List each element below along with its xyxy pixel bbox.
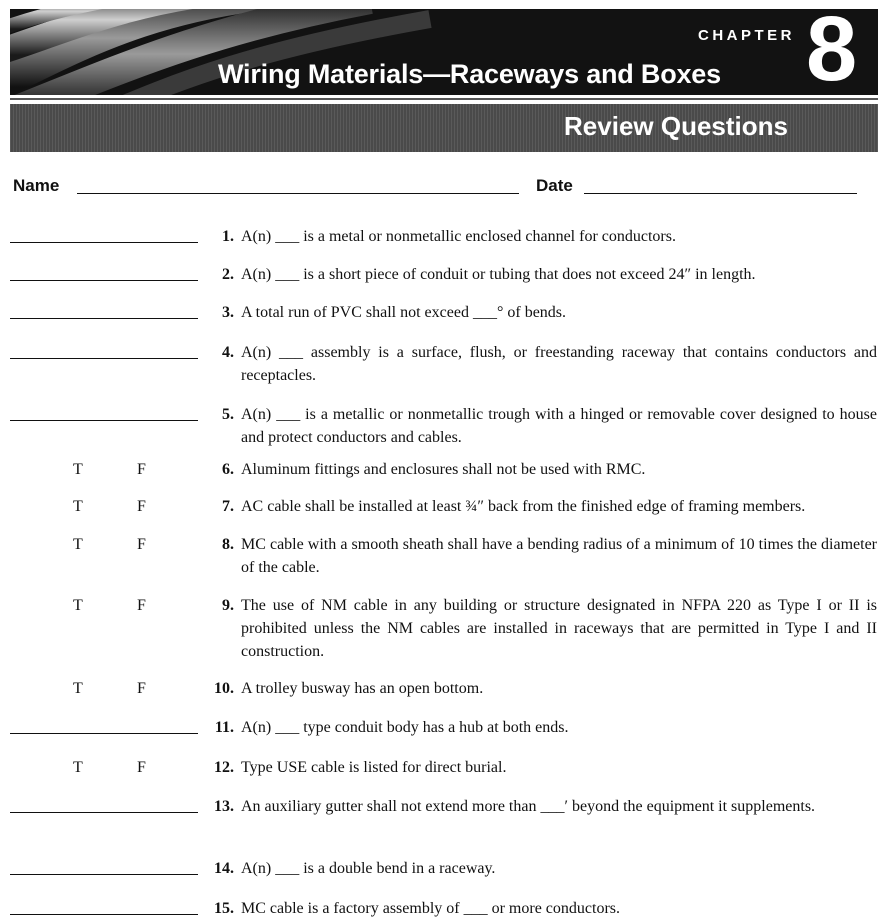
date-field[interactable] — [584, 193, 857, 194]
question-text: A(n) ___ is a metal or nonmetallic enclosed channel for conductors. — [241, 228, 676, 245]
question-number: 10. — [214, 680, 234, 697]
chapter-title: Wiring Materials—Raceways and Boxes — [218, 59, 721, 89]
question-text: MC cable is a factory assembly of ___ or more conductors. — [241, 900, 621, 917]
answer-blank[interactable] — [10, 280, 198, 281]
answer-blank[interactable] — [10, 812, 198, 813]
answer-blank[interactable] — [10, 733, 198, 734]
question-text: A total run of PVC shall not exceed ___° of bends. — [241, 304, 567, 321]
question-text: The use of NM cable in any building or structure designated in NFPA 220 as Type I or II is prohibited unless the NM cables are installed in raceways that are permitted in Type I and II construction. — [241, 597, 877, 660]
answer-blank[interactable] — [10, 318, 198, 319]
name-field[interactable] — [77, 193, 519, 194]
true-option[interactable]: T — [73, 759, 83, 776]
true-option[interactable]: T — [73, 498, 83, 515]
chapter-label: CHAPTER — [698, 27, 796, 44]
question-text: Aluminum fittings and enclosures shall not be used with RMC. — [241, 461, 646, 478]
name-label: Name — [13, 176, 60, 195]
chapter-banner — [10, 9, 878, 95]
false-option[interactable]: F — [137, 597, 146, 614]
question-text: Type USE cable is listed for direct burial. — [241, 759, 507, 776]
question-number: 1. — [222, 228, 234, 245]
question-text: A(n) ___ assembly is a surface, flush, or freestanding raceway that contains conductors and receptacles. — [241, 344, 877, 384]
question-text: MC cable with a smooth sheath shall have a bending radius of a minimum of 10 times the diameter of the cable. — [241, 536, 877, 576]
question-number: 6. — [222, 461, 234, 478]
question-number: 14. — [214, 860, 234, 877]
answer-blank[interactable] — [10, 874, 198, 875]
question-text: A(n) ___ is a metallic or nonmetallic trough with a hinged or removable cover designed to house and protect conductors and cables. — [241, 406, 877, 446]
question-number: 15. — [214, 900, 234, 917]
question-number: 8. — [222, 536, 234, 553]
answer-blank[interactable] — [10, 358, 198, 359]
question-text: An auxiliary gutter shall not extend more than ___′ beyond the equipment it supplements. — [241, 798, 816, 815]
section-title: Review Questions — [564, 111, 788, 141]
question-number: 9. — [222, 597, 234, 614]
question-text: AC cable shall be installed at least ¾″ back from the finished edge of framing members. — [241, 498, 806, 515]
chapter-number: 8 — [806, 9, 858, 95]
question-text: A trolley busway has an open bottom. — [241, 680, 484, 697]
date-label: Date — [536, 176, 573, 195]
question-number: 5. — [222, 406, 234, 423]
question-number: 2. — [222, 266, 234, 283]
answer-blank[interactable] — [10, 914, 198, 915]
question-text: A(n) ___ type conduit body has a hub at both ends. — [241, 719, 569, 736]
question-number: 3. — [222, 304, 234, 321]
true-option[interactable]: T — [73, 536, 83, 553]
section-bar — [10, 104, 878, 152]
true-option[interactable]: T — [73, 461, 83, 478]
question-text: A(n) ___ is a double bend in a raceway. — [241, 860, 496, 877]
question-number: 11. — [214, 719, 234, 736]
false-option[interactable]: F — [137, 680, 146, 697]
question-number: 7. — [222, 498, 234, 515]
question-number: 4. — [222, 344, 234, 361]
question-number: 13. — [214, 798, 234, 815]
header-divider — [10, 98, 878, 100]
true-option[interactable]: T — [73, 680, 83, 697]
false-option[interactable]: F — [137, 759, 146, 776]
true-option[interactable]: T — [73, 597, 83, 614]
false-option[interactable]: F — [137, 536, 146, 553]
false-option[interactable]: F — [137, 461, 146, 478]
question-text: A(n) ___ is a short piece of conduit or tubing that does not exceed 24″ in length. — [241, 266, 756, 283]
false-option[interactable]: F — [137, 498, 146, 515]
question-number: 12. — [214, 759, 234, 776]
answer-blank[interactable] — [10, 420, 198, 421]
answer-blank[interactable] — [10, 242, 198, 243]
